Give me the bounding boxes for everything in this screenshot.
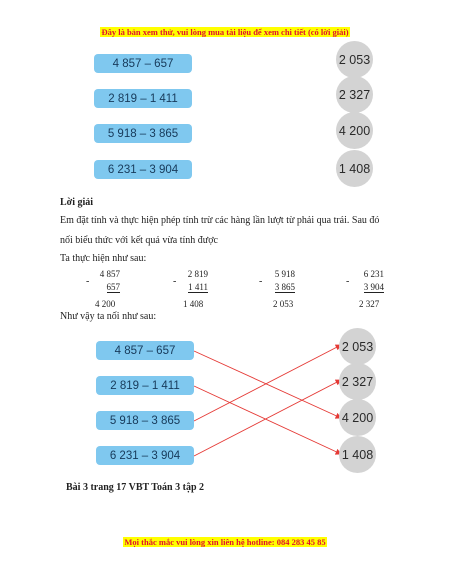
subtrahend: 657 [106, 282, 120, 292]
answer-result-4: 1 408 [339, 436, 376, 473]
match-line-4 [194, 380, 341, 456]
next-exercise-link[interactable]: Bài 3 trang 17 VBT Toán 3 tập 2 [66, 482, 205, 493]
preview-notice: Đây là bản xem thử, vui lòng mua tài liệu để xem chi tiết (có lời giải) [101, 27, 349, 37]
question-expression-3: 5 918 – 3 865 [94, 124, 192, 143]
minus-sign: - [346, 276, 350, 287]
minus-sign: - [86, 276, 90, 287]
minuend: 5 918 [274, 269, 295, 279]
column-result-3: 2 053 [273, 299, 294, 309]
minus-sign: - [259, 276, 263, 287]
subtrahend: 3 904 [363, 282, 384, 292]
answer-result-3: 4 200 [339, 399, 376, 436]
column-result-1: 4 200 [95, 299, 116, 309]
column-result-4: 2 327 [359, 299, 380, 309]
question-expression-4: 6 231 – 3 904 [94, 160, 192, 179]
question-result-1: 2 053 [336, 41, 373, 78]
question-result-4: 1 408 [336, 150, 373, 187]
question-result-2: 2 327 [336, 76, 373, 113]
minuend: 6 231 [363, 269, 384, 279]
minuend: 2 819 [187, 269, 208, 279]
question-result-3: 4 200 [336, 112, 373, 149]
answer-expression-3: 5 918 – 3 865 [96, 411, 194, 430]
minuend: 4 857 [99, 269, 120, 279]
solution-paragraph-line-2: nối biểu thức với kết quả vừa tính được [60, 235, 218, 246]
match-line-2 [194, 386, 341, 454]
hotline-notice: Mọi thắc mắc vui lòng xin liên hệ hotline: 084 283 45 85 [124, 537, 326, 547]
match-line-3 [194, 345, 341, 421]
solution-conclusion: Như vậy ta nối như sau: [60, 311, 157, 322]
column-result-2: 1 408 [183, 299, 204, 309]
answer-result-2: 2 327 [339, 363, 376, 400]
solution-intro: Ta thực hiện như sau: [60, 253, 147, 264]
answer-result-1: 2 053 [339, 328, 376, 365]
subtrahend: 1 411 [188, 282, 208, 292]
answer-expression-2: 2 819 – 1 411 [96, 376, 194, 395]
answer-expression-1: 4 857 – 657 [96, 341, 194, 360]
solution-heading: Lời giải [60, 197, 94, 208]
match-line-1 [194, 351, 341, 418]
subtrahend: 3 865 [274, 282, 295, 292]
answer-expression-4: 6 231 – 3 904 [96, 446, 194, 465]
question-expression-1: 4 857 – 657 [94, 54, 192, 73]
minus-sign: - [173, 276, 177, 287]
solution-paragraph-line-1: Em đặt tính và thực hiện phép tính trừ các hàng lần lượt từ phải qua trái. Sau đó [60, 215, 380, 226]
question-expression-2: 2 819 – 1 411 [94, 89, 192, 108]
